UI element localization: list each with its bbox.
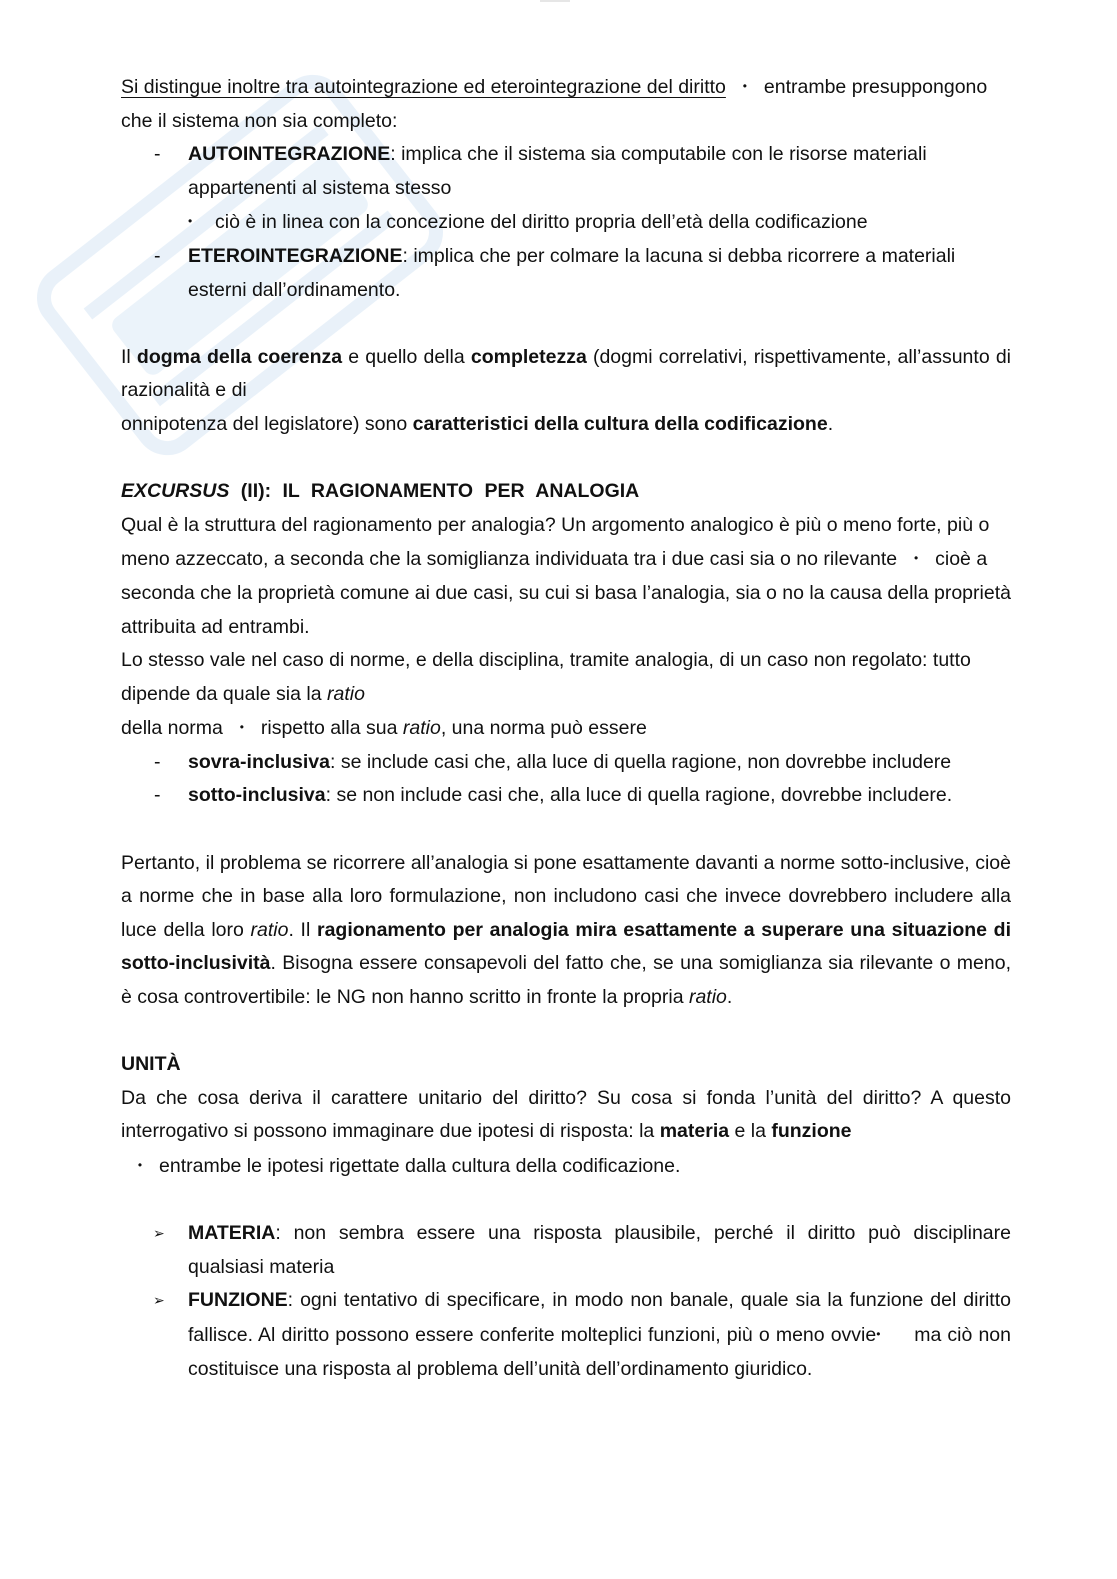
text-span: .: [827, 412, 834, 435]
unita-p2: [121, 1149, 1011, 1184]
text-span: e la: [729, 1120, 772, 1143]
text-span: cioè a seconda che la proprietà comune ai due casi, su cui si basa l’analogia, sia o no la causa della proprietà attribuita ad entrambi.: [121, 548, 1011, 638]
integration-list-2: [121, 240, 1011, 307]
text-span: Lo stesso vale nel caso di norme, e della disciplina, tramite analogia, di un caso non regolato: tutto dipende da quale sia la: [121, 649, 971, 705]
document-page: [121, 70, 1011, 1386]
text-span: rispetto alla sua: [260, 717, 403, 740]
autointegrazione-note-text: ciò è in linea con la concezione del diritto propria dell’età della codificazione: [215, 211, 868, 234]
bullet-arrow-icon: •: [876, 1326, 881, 1341]
list-item-eterointegrazione: [121, 240, 1011, 307]
text-span: (dogmi correlativi, rispettivamente, all’assunto di razionalità e di: [121, 345, 1011, 402]
bullet-arrow-icon: •: [742, 79, 747, 93]
excursus-heading-italic: EXCURSUS: [121, 480, 230, 503]
text-span: . Il: [288, 918, 317, 941]
bullet-arrow-icon: •: [914, 551, 919, 566]
text-span: .: [726, 986, 733, 1009]
list-item-funzione: [121, 1284, 1011, 1386]
text-span: : se non include casi che, alla luce di quella ragione, dovrebbe includere.: [325, 784, 953, 807]
eterointegrazione-text: : implica che per colmare la lacuna si debba ricorrere a materiali esterni dall’ordinamento.: [188, 244, 956, 301]
text-span: Pertanto, il problema se ricorrere all’analogia si pone esattamente davanti a norme sotto-inclusive, cioè a norme che in base alla loro formulazione, non includono casi che invece dovrebbero includere alla luce della loro: [121, 851, 1011, 941]
text-span: : se include casi che, alla luce di quella ragione, non dovrebbe includere: [329, 750, 952, 773]
text-span: onnipotenza del legislatore) sono: [121, 412, 413, 435]
bullet-arrow-icon: •: [239, 720, 244, 735]
text-span: e quello della: [342, 345, 471, 368]
list-item-sotto: [121, 779, 1011, 813]
bold-span: funzione: [771, 1120, 852, 1143]
text-span: della norma: [121, 717, 223, 740]
italic-span: ratio: [250, 918, 289, 941]
text-span: Qual è la struttura del ragionamento per analogia? Un argomento analogico è più o meno forte, più o meno azzeccato, a seconda che la somiglianza individuata tra i due casi sia o no rilevante: [121, 513, 990, 571]
dogma-paragraph-cont: [121, 408, 1011, 442]
text-span: ma ciò non costituisce una risposta al problema dell’unità dell’ordinamento giuridico.: [188, 1323, 1011, 1380]
text-span: Da che cosa deriva il carattere unitario del diritto? Su cosa si fonda l’unità del diritto? A questo interrogativo si possono immaginare due ipotesi di risposta: la: [121, 1086, 1011, 1143]
bullet-arrow-icon: •: [137, 1158, 143, 1172]
italic-span: ratio: [327, 682, 365, 705]
autointegrazione-note: [121, 205, 1011, 240]
text-span: Il: [121, 345, 137, 368]
bold-span: materia: [659, 1120, 730, 1143]
page-header-mark: [540, 0, 570, 2]
term-sovra-inclusiva: sovra-inclusiva: [188, 750, 330, 773]
pertanto-paragraph: [121, 847, 1011, 1015]
list-item-sovra: [121, 746, 1011, 780]
bold-span: caratteristici della cultura della codificazione: [412, 412, 828, 435]
text-span: . Bisogna essere consapevoli del fatto che, se una somiglianza sia rilevante o meno, è cosa controvertibile: le NG non hanno scritto in fronte la propria: [121, 952, 1011, 1009]
unita-list: [121, 1217, 1011, 1386]
text-span: : ogni tentativo di specificare, in modo non banale, quale sia la funzione del diritto fallisce. Al diritto possono essere conferite molteplici funzioni, più o meno ovvie: [188, 1289, 1011, 1346]
term-eterointegrazione: ETEROINTEGRAZIONE: [188, 244, 403, 267]
dogma-paragraph: [121, 341, 1011, 408]
bold-span: completezza: [470, 345, 587, 368]
excursus-heading-rest: (II): IL RAGIONAMENTO PER ANALOGIA: [229, 480, 640, 503]
integration-intro: [121, 70, 1011, 138]
excursus-heading: [121, 475, 1011, 509]
list-item-materia: [121, 1217, 1011, 1284]
term-funzione: FUNZIONE: [188, 1289, 288, 1312]
italic-span: ratio: [688, 986, 727, 1009]
inclusivity-list: [121, 746, 1011, 813]
integration-intro-rest: entrambe presuppongono che il sistema non sia completo:: [121, 76, 988, 132]
bold-span: ragionamento per analogia mira esattamente a superare una situazione di sotto-inclusività: [121, 918, 1011, 975]
excursus-p2: [121, 644, 1011, 711]
list-item-autointegrazione: [121, 138, 1011, 205]
excursus-p1: [121, 509, 1011, 644]
bullet-dot-icon: •: [188, 214, 193, 229]
autointegrazione-text: : implica che il sistema sia computabile con le risorse materiali appartenenti al sistema stesso: [188, 143, 927, 199]
term-autointegrazione: AUTOINTEGRAZIONE: [188, 143, 391, 166]
excursus-p3: [121, 711, 1011, 746]
italic-span: ratio: [402, 717, 441, 740]
text-span: : non sembra essere una risposta plausibile, perché il diritto può disciplinare qualsiasi materia: [188, 1222, 1011, 1278]
text-span: , una norma può essere: [440, 717, 647, 740]
integration-intro-underlined: Si distingue inoltre tra autointegrazione ed eterointegrazione del diritto: [121, 76, 726, 98]
term-materia: MATERIA: [188, 1222, 276, 1245]
bold-span: dogma della coerenza: [136, 345, 343, 368]
unita-p1: [121, 1082, 1011, 1149]
term-sotto-inclusiva: sotto-inclusiva: [188, 784, 326, 807]
text-span: entrambe le ipotesi rigettate dalla cultura della codificazione.: [159, 1155, 681, 1177]
integration-list: [121, 138, 1011, 205]
unita-heading: UNITÀ: [121, 1053, 181, 1076]
